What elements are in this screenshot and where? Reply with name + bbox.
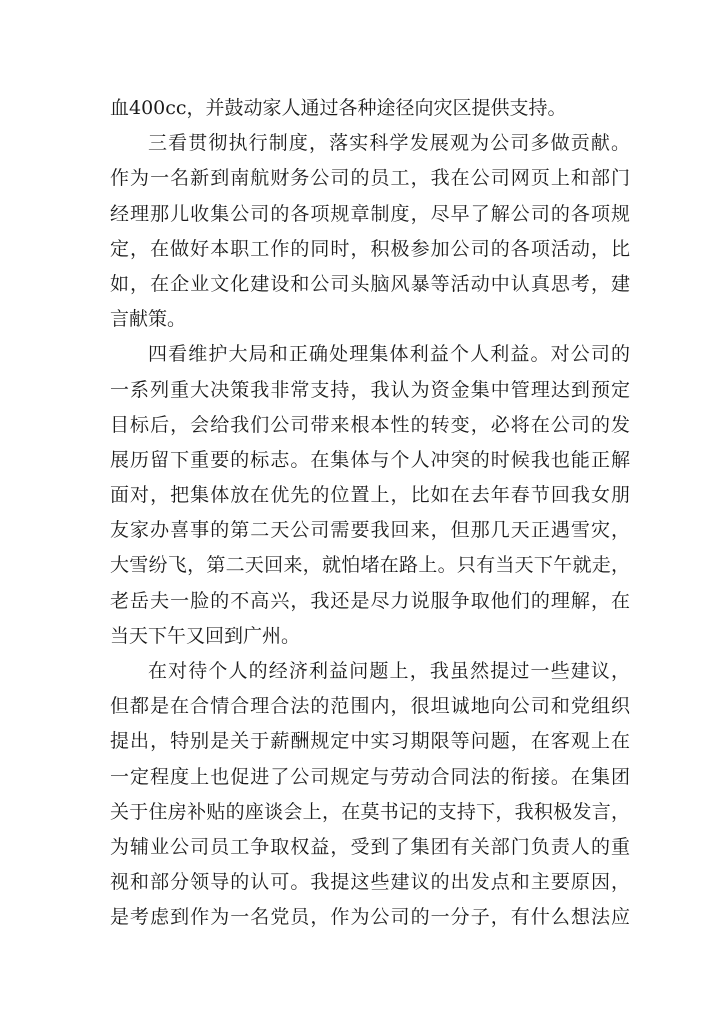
text-line: 老岳夫一脸的不高兴，我还是尽力说服争取他们的理解，在 xyxy=(110,589,630,612)
text-line: 提出，特别是关于薪酬规定中实习期限等问题，在客观上在 xyxy=(110,730,630,753)
text-line: 为辅业公司员工争取权益，受到了集团有关部门负责人的重 xyxy=(110,835,630,858)
body-text xyxy=(110,91,630,936)
text-line: 面对，把集体放在优先的位置上，比如在去年春节回我女朋 xyxy=(110,484,630,507)
text-line: 在对待个人的经济利益问题上，我虽然提过一些建议， xyxy=(148,660,630,682)
text-line: 作为一名新到南航财务公司的员工，我在公司网页上和部门 xyxy=(110,167,630,190)
text-line: 友家办喜事的第二天公司需要我回来，但那几天正遇雪灾， xyxy=(110,519,630,542)
text-line: 经理那儿收集公司的各项规章制度，尽早了解公司的各项规 xyxy=(110,202,630,225)
text-line: 四看维护大局和正确处理集体利益个人利益。对公司的 xyxy=(148,343,630,366)
text-line: 展历留下重要的标志。在集体与个人冲突的时候我也能正解 xyxy=(110,448,630,471)
text-line: 目标后，会给我们公司带来根本性的转变，必将在公司的发 xyxy=(110,413,630,436)
text-line: 一定程度上也促进了公司规定与劳动合同法的衔接。在集团 xyxy=(110,765,630,788)
text-line: 定，在做好本职工作的同时，积极参加公司的各项活动，比 xyxy=(110,237,630,260)
text-line: 大雪纷飞，第二天回来，就怕堵在路上。只有当天下午就走， xyxy=(110,554,630,577)
text-line: 关于住房补贴的座谈会上，在莫书记的支持下，我积极发言， xyxy=(110,800,630,823)
text-line: 但都是在合情合理合法的范围内，很坦诚地向公司和党组织 xyxy=(110,695,630,718)
text-line: 一系列重大决策我非常支持，我认为资金集中管理达到预定 xyxy=(110,378,630,401)
text-line: 如，在企业文化建设和公司头脑风暴等活动中认真思考，建 xyxy=(110,272,630,295)
text-line: 血400cc，并鼓动家人通过各种途径向灾区提供支持。 xyxy=(110,97,567,119)
text-line: 是考虑到作为一名党员，作为公司的一分子，有什么想法应 xyxy=(110,906,630,929)
text-line: 当天下午又回到广州。 xyxy=(110,624,301,647)
text-line: 三看贯彻执行制度，落实科学发展观为公司多做贡献。 xyxy=(148,132,630,155)
text-line: 言献策。 xyxy=(110,308,187,331)
text-line: 视和部分领导的认可。我提这些建议的出发点和主要原因， xyxy=(110,871,630,894)
